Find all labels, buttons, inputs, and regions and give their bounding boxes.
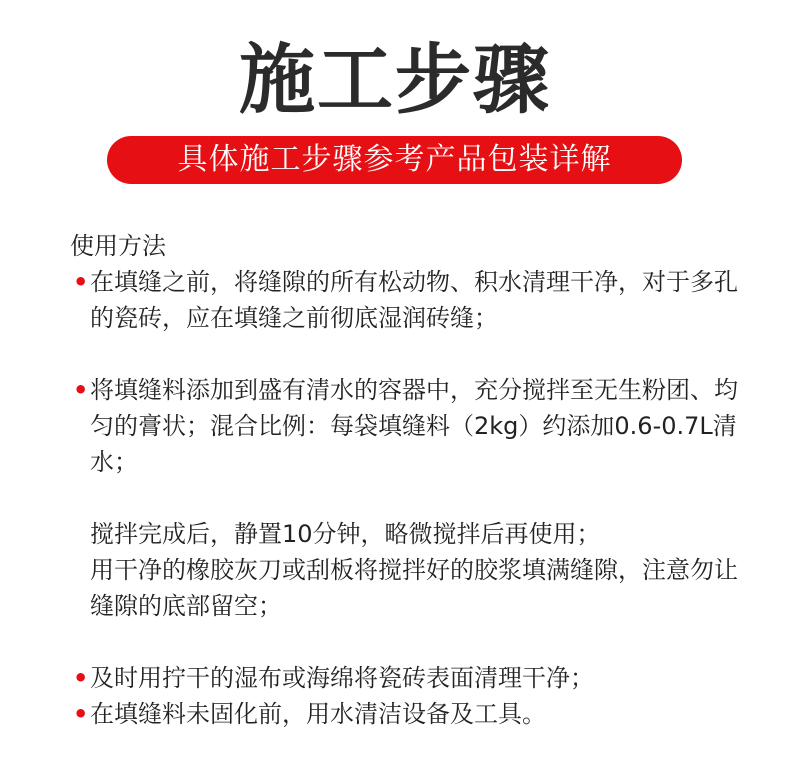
instructions [70, 228, 760, 732]
step-item [70, 696, 760, 732]
spacer [70, 480, 760, 516]
section-heading: 使用方法 [70, 232, 166, 260]
step-text: 将填缝料添加到盛有清水的容器中，充分搅拌至无生粉团、均匀的膏状；混合比例：每袋填缝料（2kg）约添加0.6-0.7L清水； [90, 376, 738, 476]
step-text: 在填缝料未固化前，用水清洁设备及工具。 [90, 700, 546, 728]
bullet-icon: • [73, 700, 89, 728]
bullet-icon: • [73, 376, 89, 404]
spacer [70, 336, 760, 372]
step-item [70, 372, 760, 480]
page-title: 施工步骤 [239, 35, 551, 124]
step-paragraph: 搅拌完成后，静置10分钟，略微搅拌后再使用； [90, 520, 601, 548]
step-text: 在填缝之前，将缝隙的所有松动物、积水清理干净，对于多孔的瓷砖，应在填缝之前彻底湿润砖缝； [90, 268, 738, 332]
bullet-icon: • [73, 268, 89, 296]
spacer [70, 624, 760, 660]
subtitle-banner: 具体施工步骤参考产品包装详解 [107, 136, 682, 184]
bullet-icon: • [73, 664, 89, 692]
step-item [70, 660, 760, 696]
step-paragraph: 用干净的橡胶灰刀或刮板将搅拌好的胶浆填满缝隙，注意勿让缝隙的底部留空； [90, 556, 738, 620]
step-text: 及时用拧干的湿布或海绵将瓷砖表面清理干净； [90, 664, 594, 692]
step-item [70, 264, 760, 336]
